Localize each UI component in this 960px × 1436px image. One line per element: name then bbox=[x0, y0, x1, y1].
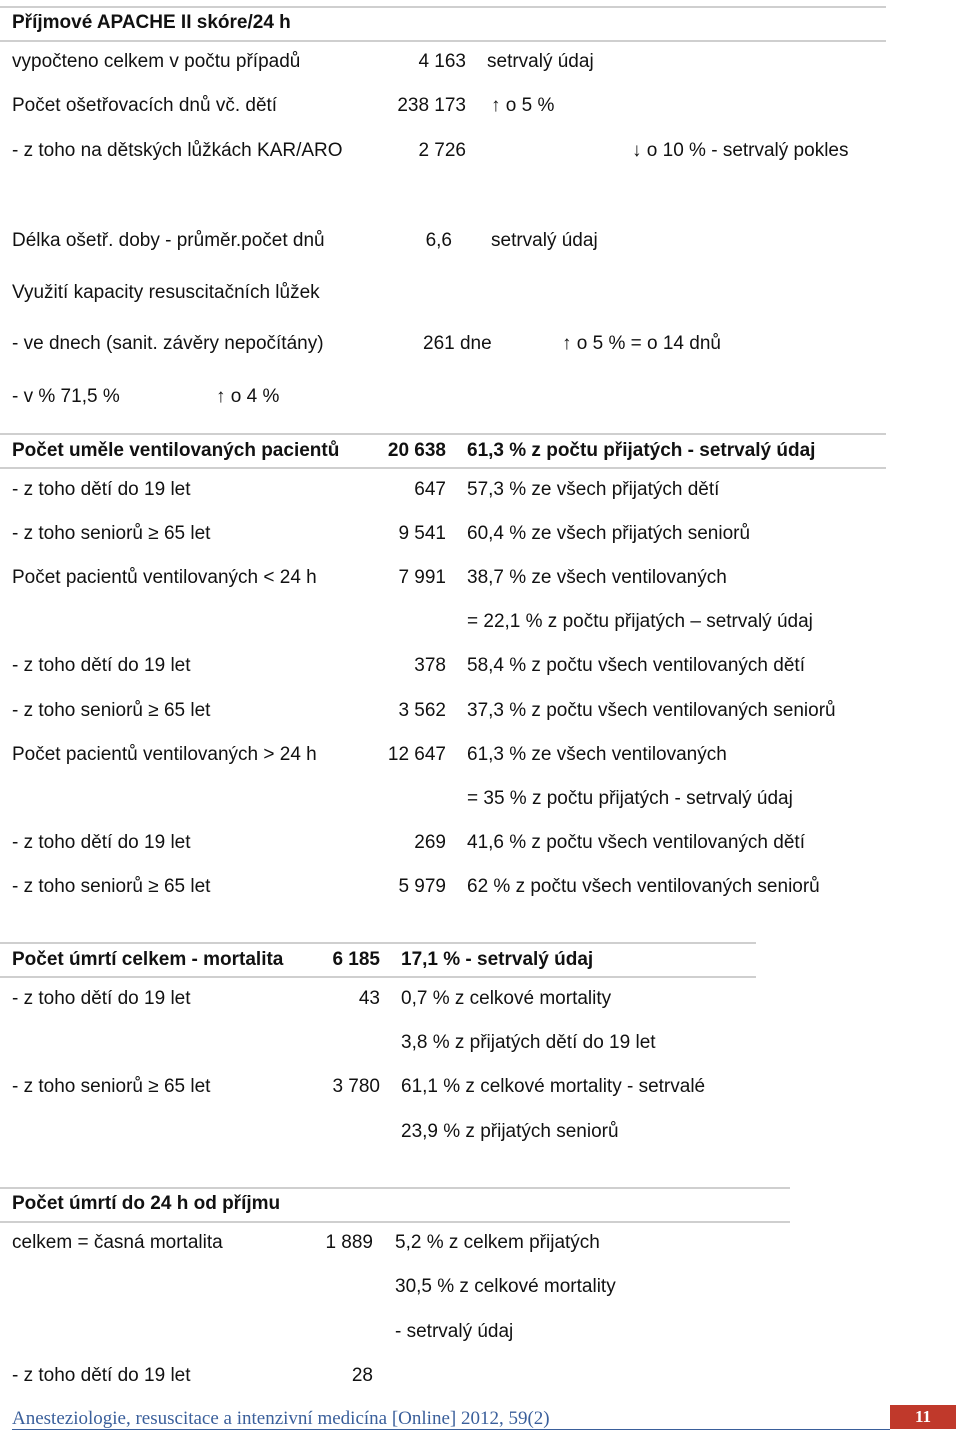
section-rule bbox=[0, 1221, 790, 1223]
row-note: 37,3 % z počtu všech ventilovaných seniorů bbox=[467, 700, 836, 721]
section-title-value: 20 638 bbox=[387, 440, 446, 461]
section-title-note: 17,1 % - setrvalý údaj bbox=[401, 949, 594, 970]
row-label: - z toho dětí do 19 let bbox=[12, 479, 191, 500]
section-rule bbox=[0, 1187, 790, 1189]
row-label: Využití kapacity resuscitačních lůžek bbox=[12, 282, 320, 303]
row-value: 12 647 bbox=[387, 744, 446, 765]
footer-citation: Anesteziologie, resuscitace a intenzivní medicína [Online] 2012, 59(2) bbox=[12, 1408, 550, 1429]
row-value: 4 163 bbox=[418, 51, 466, 72]
row-label: - z toho seniorů ≥ 65 let bbox=[12, 523, 211, 544]
row-note: 3,8 % z přijatých dětí do 19 let bbox=[401, 1032, 656, 1053]
row-note: 23,9 % z přijatých seniorů bbox=[401, 1121, 619, 1142]
row-note: 38,7 % ze všech ventilovaných bbox=[467, 567, 727, 588]
section-title: Příjmové APACHE II skóre/24 h bbox=[12, 12, 291, 33]
section-title-note: 61,3 % z počtu přijatých - setrvalý údaj bbox=[467, 440, 816, 461]
row-note: = 35 % z počtu přijatých - setrvalý údaj bbox=[467, 788, 793, 809]
row-note: 57,3 % ze všech přijatých dětí bbox=[467, 479, 720, 500]
section-rule bbox=[0, 6, 886, 8]
section-rule bbox=[0, 433, 886, 435]
row-label: - z toho dětí do 19 let bbox=[12, 655, 191, 676]
section-rule bbox=[0, 467, 886, 469]
section-title-value: 6 185 bbox=[332, 949, 380, 970]
section-rule bbox=[0, 976, 756, 978]
row-value: 1 889 bbox=[325, 1232, 373, 1253]
row-label: - z toho seniorů ≥ 65 let bbox=[12, 1076, 211, 1097]
row-note: 58,4 % z počtu všech ventilovaných dětí bbox=[467, 655, 805, 676]
row-note: ↑ o 5 % bbox=[491, 95, 555, 116]
row-label: - z toho dětí do 19 let bbox=[12, 988, 191, 1009]
row-note: setrvalý údaj bbox=[487, 51, 594, 72]
page-number: 11 bbox=[890, 1405, 956, 1429]
row-value: 9 541 bbox=[398, 523, 446, 544]
row-label: - z toho seniorů ≥ 65 let bbox=[12, 700, 211, 721]
row-note: 61,3 % ze všech ventilovaných bbox=[467, 744, 727, 765]
row-value: 3 780 bbox=[332, 1076, 380, 1097]
row-label: Počet pacientů ventilovaných < 24 h bbox=[12, 567, 317, 588]
row-value: 7 991 bbox=[398, 567, 446, 588]
row-value: 28 bbox=[351, 1365, 373, 1386]
row-note: 5,2 % z celkem přijatých bbox=[395, 1232, 600, 1253]
row-value: 5 979 bbox=[398, 876, 446, 897]
row-label: - ve dnech (sanit. závěry nepočítány) bbox=[12, 333, 324, 354]
row-note: setrvalý údaj bbox=[491, 230, 598, 251]
row-label: - v % 71,5 % bbox=[12, 386, 120, 407]
row-value: 647 bbox=[414, 479, 446, 500]
row-value: 261 dne bbox=[423, 333, 492, 354]
row-value: 3 562 bbox=[398, 700, 446, 721]
section-rule bbox=[0, 40, 886, 42]
row-label: - z toho dětí do 19 let bbox=[12, 1365, 191, 1386]
row-note: = 22,1 % z počtu přijatých – setrvalý údaj bbox=[467, 611, 813, 632]
row-note: - setrvalý údaj bbox=[395, 1321, 514, 1342]
row-value: 269 bbox=[414, 832, 446, 853]
row-note: ↑ o 5 % = o 14 dnů bbox=[562, 333, 721, 354]
row-note: ↑ o 4 % bbox=[216, 386, 280, 407]
row-label: - z toho na dětských lůžkách KAR/ARO bbox=[12, 140, 343, 161]
row-value: 43 bbox=[358, 988, 380, 1009]
row-value: 378 bbox=[414, 655, 446, 676]
row-value: 6,6 bbox=[425, 230, 452, 251]
row-note: ↓ o 10 % - setrvalý pokles bbox=[632, 140, 849, 161]
row-label: Délka ošetř. doby - průměr.počet dnů bbox=[12, 230, 325, 251]
row-label: vypočteno celkem v počtu případů bbox=[12, 51, 301, 72]
section-title: Počet úmrtí do 24 h od příjmu bbox=[12, 1193, 281, 1214]
section-title: Počet uměle ventilovaných pacientů bbox=[12, 440, 340, 461]
row-value: 2 726 bbox=[418, 140, 466, 161]
row-label: - z toho dětí do 19 let bbox=[12, 832, 191, 853]
row-label: Počet ošetřovacích dnů vč. dětí bbox=[12, 95, 278, 116]
row-note: 0,7 % z celkové mortality bbox=[401, 988, 612, 1009]
section-title: Počet úmrtí celkem - mortalita bbox=[12, 949, 284, 970]
row-note: 41,6 % z počtu všech ventilovaných dětí bbox=[467, 832, 805, 853]
section-rule bbox=[0, 942, 756, 944]
row-note: 30,5 % z celkové mortality bbox=[395, 1276, 616, 1297]
row-label: - z toho seniorů ≥ 65 let bbox=[12, 876, 211, 897]
row-value: 238 173 bbox=[397, 95, 466, 116]
row-note: 61,1 % z celkové mortality - setrvalé bbox=[401, 1076, 706, 1097]
row-note: 60,4 % ze všech přijatých seniorů bbox=[467, 523, 751, 544]
row-label: celkem = časná mortalita bbox=[12, 1232, 223, 1253]
row-note: 62 % z počtu všech ventilovaných seniorů bbox=[467, 876, 820, 897]
footer-rule bbox=[12, 1429, 890, 1430]
row-label: Počet pacientů ventilovaných > 24 h bbox=[12, 744, 317, 765]
